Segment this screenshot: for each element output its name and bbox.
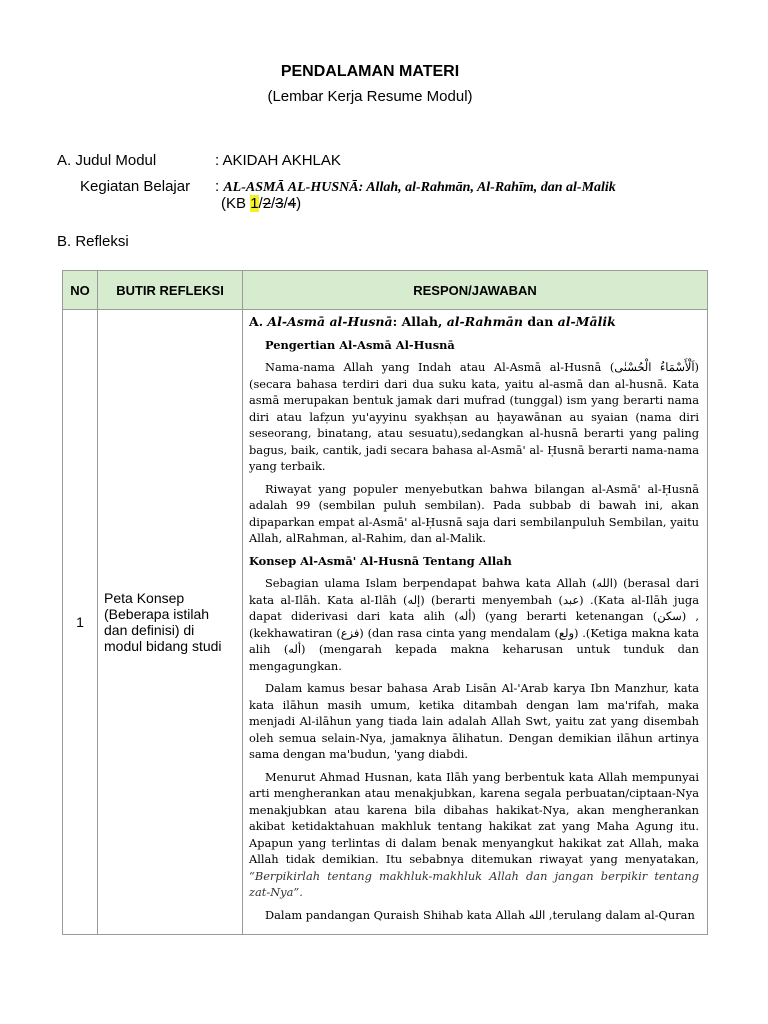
refleksi-table <box>62 270 708 935</box>
heading-italic-2: al-Rahmān <box>446 314 523 329</box>
kb-close: ) <box>296 195 302 212</box>
table-header-row <box>63 271 708 310</box>
kb-4: 4 <box>287 195 297 212</box>
judul-modul-value: : AKIDAH AKHLAK <box>215 152 341 169</box>
kb-2: 2 <box>262 195 272 212</box>
butir-cell: Peta Konsep (Beberapa istilah dan definisi) di modul bidang studi <box>98 310 243 935</box>
respon-cell <box>243 310 708 935</box>
heading-italic-3: al-Mālik <box>557 314 616 329</box>
kb-open: (KB <box>221 195 251 212</box>
section-b-label: B. Refleksi <box>57 233 129 250</box>
document-title: PENDALAMAN MATERI <box>280 63 460 80</box>
paragraph-6: Dalam pandangan Quraish Shihab kata Allah الله ,terulang dalam al-Quran <box>265 907 695 922</box>
judul-modul-row <box>57 152 341 169</box>
kb-3: 3 <box>275 195 284 212</box>
kegiatan-title: AL-ASMĀ AL-HUSNĀ: <box>223 180 364 195</box>
subheading-konsep: Konsep Al-Asmā' Al-Husnā Tentang Allah <box>249 553 512 568</box>
heading-mid: : Allah, <box>392 314 447 329</box>
kegiatan-colon: : <box>215 178 224 195</box>
row-number: 1 <box>63 310 98 935</box>
header-respon: RESPON/JAWABAN <box>243 271 708 310</box>
heading-and: dan <box>523 314 558 329</box>
header-butir: BUTIR REFLEKSI <box>98 271 243 310</box>
judul-modul-label: A. Judul Modul <box>57 152 157 169</box>
kegiatan-belajar-label: Kegiatan Belajar <box>80 178 191 195</box>
paragraph-3: Sebagian ulama Islam berpendapat bahwa kata Allah (الله) (berasal dari kata al-Ilāh. Kata al-Ilāh (إله) (berarti menyembah (عبد) .(Kata al-Ilāh juga dapat diderivasi dari kata alih (أله) (yang berarti ketenangan (سكن) ,(kekhawatiran (فزع) (dan rasa cinta yang mendalam (ولع) .(Ketiga makna kata alih (أله) (mengarah kepada makna keharusan untuk tunduk dan mengagungkan. <box>249 576 700 673</box>
paragraph-4: Dalam kamus besar bahasa Arab Lisān Al-'Arab karya Ibn Manzhur, kata kata ilāhun masih umum, ketika ditambah dengan lam ma'rifah, maka menjadi Al-ilāhun yang tiada lain adalah Allah Swt, yaitu zat yang disembah oleh semua selain-Nya, jamaknya ālihatun. Dengan demikian ilāhun artinya sama dengan ma'budun, 'yang diabdi. <box>249 681 699 761</box>
kb-1: 1 <box>250 195 259 212</box>
kb-slash-1: / <box>258 195 263 212</box>
respon-heading <box>249 314 699 331</box>
subheading-pengertian: Pengertian Al-Asmā Al-Husnā <box>265 337 455 352</box>
document-subtitle: (Lembar Kerja Resume Modul) <box>267 88 473 105</box>
kegiatan-belajar-row <box>80 178 616 196</box>
kb-slash-3: / <box>283 195 288 212</box>
heading-italic-1: Al-Asmā al-Husnā <box>267 314 393 329</box>
kb-slash-2: / <box>271 195 276 212</box>
header-no: NO <box>63 271 98 310</box>
table-row <box>63 310 708 935</box>
paragraph-5-quote: “Berpikirlah tentang makhluk-makhluk Allah dan jangan berpikir tentang zat-Nya”. <box>249 868 699 899</box>
kegiatan-subtitle: Allah, al-Rahmān, Al-Rahīm, dan al-Malik <box>363 180 616 195</box>
paragraph-5-text: Menurut Ahmad Husnan, kata Ilāh yang berbentuk kata Allah mempunyai arti mengherankan atau menakjubkan, karena segala perbuatan/ciptaan-Nya menakjubkan atau karena bila dibahas hakikat-Nya, akan mengherankan akibat ketidaktahuan makhluk tentang hakikat zat yang Maha Agung itu. Apapun yang terlintas di dalam benak menyangkut hakikat zat Allah, maka Allah tidak demikian. Itu sebabnya ditemukan riwayat yang menyatakan, <box>249 769 699 866</box>
paragraph-5 <box>249 769 699 901</box>
paragraph-2: Riwayat yang populer menyebutkan bahwa bilangan al-Asmā' al-Ḥusnā adalah 99 (sembilan puluh sembilan). Pada subbab di bawah ini, akan dipaparkan empat al-Asmā' al-Ḥusnā saja dari sembilanpuluh Sembilan, yaitu Allah, alRahman, al-Rahim, dan al-Malik. <box>249 481 699 545</box>
kb-row <box>221 195 301 212</box>
paragraph-1: Nama-nama Allah yang Indah atau Al-Asmā al-Husnā (اَلْأَسْمَاءُ الْحُسْنٰى) (secara bahasa terdiri dari dua suku kata, yaitu al-asmā dan al-husnā. Kata asmā merupakan bentuk jamak dari mufrad (tunggal) ism yang berarti nama diri atau lafẓun yu'ayyinu syakhṣan au ḥayawānan au syaian (nama diri seseorang, binatang, atau sesuatu),sedangkan al-husnā berarti yang paling bagus, baik, cantik, jadi secara bahasa al-Asmā' al- Ḥusnā berarti nama-nama yang terbaik. <box>249 360 699 473</box>
heading-prefix: A. <box>249 314 268 329</box>
